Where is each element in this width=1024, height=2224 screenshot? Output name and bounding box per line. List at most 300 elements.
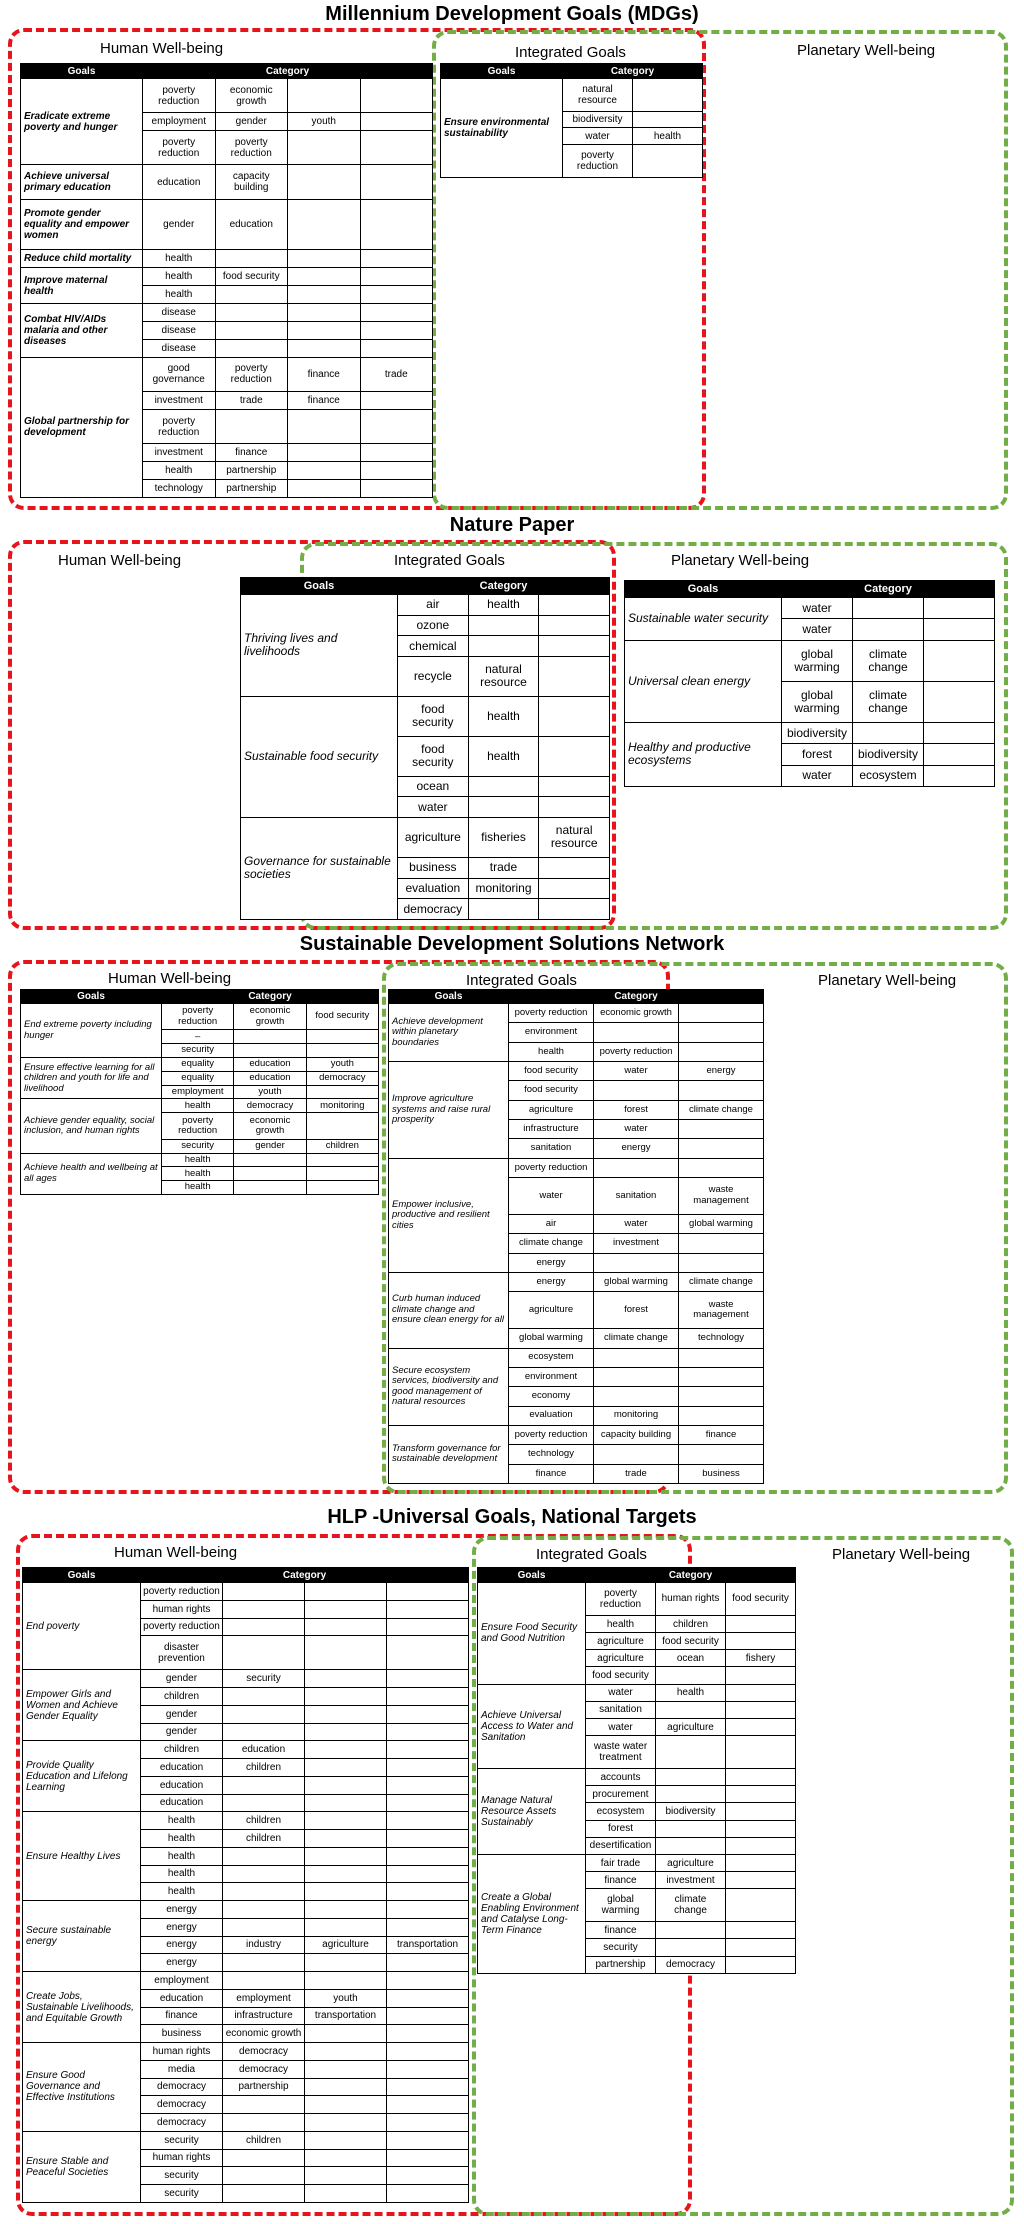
category-cell: economic growth xyxy=(594,1004,679,1023)
category-cell xyxy=(215,286,288,304)
category-cell xyxy=(387,1918,469,1936)
category-cell: agriculture xyxy=(398,817,469,857)
table-row xyxy=(389,1348,764,1367)
category-cell: human rights xyxy=(141,1600,223,1618)
category-cell xyxy=(924,640,995,681)
category-cell: food security xyxy=(726,1583,796,1616)
goals-header: Goals xyxy=(23,1568,141,1583)
table-row xyxy=(23,1583,469,1601)
category-cell: ecosystem xyxy=(509,1348,594,1367)
category-cell: finance xyxy=(586,1922,656,1939)
category-cell: environment xyxy=(509,1023,594,1042)
category-cell xyxy=(387,1600,469,1618)
category-cell: infrastructure xyxy=(223,2007,305,2025)
category-cell xyxy=(679,1004,764,1023)
category-cell: security xyxy=(141,2185,223,2203)
category-cell xyxy=(726,1872,796,1889)
category-cell: health xyxy=(162,1153,234,1167)
category-cell xyxy=(656,1786,726,1803)
category-cell xyxy=(288,339,361,357)
category-cell xyxy=(288,409,361,443)
category-cell: procurement xyxy=(586,1786,656,1803)
table-row xyxy=(23,2131,469,2149)
category-cell xyxy=(594,1367,679,1386)
category-cell: children xyxy=(223,2131,305,2149)
table-row xyxy=(21,1153,379,1167)
goal-cell: Transform governance for sustainable development xyxy=(389,1425,509,1483)
category-cell xyxy=(360,131,433,165)
category-cell: forest xyxy=(586,1820,656,1837)
category-cell: capacity building xyxy=(215,165,288,199)
category-cell: children xyxy=(306,1139,378,1153)
category-cell xyxy=(305,1901,387,1919)
category-cell: investment xyxy=(656,1872,726,1889)
category-cell xyxy=(539,857,610,878)
category-cell xyxy=(633,79,703,112)
category-cell xyxy=(305,2043,387,2061)
category-cell xyxy=(223,1972,305,1990)
category-cell xyxy=(387,2185,469,2203)
category-cell: biodiversity xyxy=(782,722,853,743)
category-cell: food security xyxy=(586,1667,656,1684)
category-cell xyxy=(306,1153,378,1167)
category-cell xyxy=(594,1158,679,1177)
category-cell xyxy=(360,392,433,410)
mdg-planetary-label: Planetary Well-being xyxy=(797,42,936,59)
goal-cell: Ensure effective learning for all children and youth for life and livelihood xyxy=(21,1058,162,1099)
category-cell: youth xyxy=(288,113,361,131)
category-cell: water xyxy=(398,797,469,818)
category-cell: investment xyxy=(143,392,216,410)
nature-integrated-table xyxy=(240,577,610,920)
category-cell: global warming xyxy=(679,1214,764,1233)
category-cell xyxy=(306,1085,378,1099)
category-cell xyxy=(305,1847,387,1865)
goal-cell: Curb human induced climate change and ensure clean energy for all xyxy=(389,1272,509,1348)
category-cell: waste management xyxy=(679,1292,764,1329)
category-cell xyxy=(387,2167,469,2185)
category-cell: ozone xyxy=(398,615,469,636)
category-header: Category xyxy=(162,990,379,1004)
category-cell xyxy=(924,722,995,743)
goals-header: Goals xyxy=(241,578,398,595)
table-row xyxy=(625,640,995,681)
category-cell: health xyxy=(143,286,216,304)
category-cell xyxy=(288,199,361,250)
goal-cell: Ensure Stable and Peaceful Societies xyxy=(23,2131,141,2202)
category-cell: health xyxy=(141,1830,223,1848)
goal-cell: Empower Girls and Women and Achieve Gender Equality xyxy=(23,1670,141,1741)
category-cell xyxy=(539,657,610,697)
category-cell: ocean xyxy=(656,1650,726,1667)
category-cell xyxy=(679,1234,764,1253)
category-cell: democracy xyxy=(141,2096,223,2114)
category-cell xyxy=(215,250,288,268)
category-cell: poverty reduction xyxy=(141,1583,223,1601)
category-cell: trade xyxy=(594,1464,679,1483)
category-cell xyxy=(594,1445,679,1464)
category-cell xyxy=(305,1954,387,1972)
category-cell xyxy=(539,776,610,797)
category-cell xyxy=(387,1583,469,1601)
sdsn-human-table xyxy=(20,989,379,1195)
category-cell: climate change xyxy=(853,640,924,681)
category-cell: health xyxy=(143,250,216,268)
category-cell: ocean xyxy=(398,776,469,797)
category-cell: energy xyxy=(509,1272,594,1291)
category-cell: recycle xyxy=(398,657,469,697)
category-cell: air xyxy=(398,595,469,616)
category-cell: investment xyxy=(143,444,216,462)
category-cell xyxy=(539,736,610,776)
category-cell xyxy=(223,1847,305,1865)
category-header: Category xyxy=(509,990,764,1004)
category-cell xyxy=(288,321,361,339)
category-cell: agriculture xyxy=(586,1633,656,1650)
table-row xyxy=(478,1769,796,1786)
category-cell xyxy=(305,2078,387,2096)
category-cell: poverty reduction xyxy=(509,1425,594,1444)
category-cell: employment xyxy=(141,1972,223,1990)
category-cell xyxy=(223,1636,305,1670)
category-cell: business xyxy=(398,857,469,878)
category-cell: youth xyxy=(306,1058,378,1072)
category-cell xyxy=(288,268,361,286)
category-cell xyxy=(539,899,610,920)
category-cell xyxy=(726,1615,796,1632)
category-cell xyxy=(305,1723,387,1741)
hlp-planetary-label: Planetary Well-being xyxy=(832,1546,971,1563)
table-row xyxy=(241,696,610,736)
goal-cell: Combat HIV/AIDs malaria and other diseases xyxy=(21,304,143,358)
category-cell xyxy=(656,1667,726,1684)
goals-header: Goals xyxy=(625,581,782,598)
category-cell xyxy=(288,444,361,462)
category-cell: partnership xyxy=(215,480,288,498)
category-cell xyxy=(656,1820,726,1837)
category-cell: education xyxy=(141,1759,223,1777)
category-cell: infrastructure xyxy=(509,1119,594,1138)
category-cell: democracy xyxy=(656,1956,726,1973)
mdg-integrated-label: Integrated Goals xyxy=(515,44,626,61)
category-cell xyxy=(726,1684,796,1701)
table-row xyxy=(389,1061,764,1080)
category-cell: food security xyxy=(215,268,288,286)
category-cell: biodiversity xyxy=(853,744,924,765)
category-cell xyxy=(288,462,361,480)
category-cell: equality xyxy=(162,1071,234,1085)
category-cell xyxy=(387,1989,469,2007)
category-cell: climate change xyxy=(679,1100,764,1119)
category-cell xyxy=(387,1847,469,1865)
category-cell xyxy=(360,268,433,286)
goal-cell: Create a Global Enabling Environment and Catalyse Long-Term Finance xyxy=(478,1854,586,1973)
category-cell xyxy=(234,1181,306,1195)
category-cell xyxy=(539,797,610,818)
category-cell xyxy=(387,1741,469,1759)
goal-cell: Achieve Universal Access to Water and Sanitation xyxy=(478,1684,586,1768)
category-cell xyxy=(223,1600,305,1618)
category-cell: children xyxy=(656,1615,726,1632)
category-cell xyxy=(305,2096,387,2114)
table-row xyxy=(389,1425,764,1444)
category-cell: fair trade xyxy=(586,1854,656,1871)
mdg-title: Millennium Development Goals (MDGs) xyxy=(325,3,699,25)
category-cell: trade xyxy=(360,357,433,391)
category-cell: poverty reduction xyxy=(215,357,288,391)
category-cell: human rights xyxy=(141,2149,223,2167)
category-cell xyxy=(223,2114,305,2132)
category-cell: ecosystem xyxy=(853,765,924,786)
category-cell: youth xyxy=(305,1989,387,2007)
category-cell: monitoring xyxy=(594,1406,679,1425)
category-cell xyxy=(924,681,995,722)
category-cell xyxy=(853,598,924,619)
category-cell: democracy xyxy=(141,2078,223,2096)
category-cell xyxy=(360,409,433,443)
category-cell: natural resource xyxy=(563,79,633,112)
goals-header: Goals xyxy=(21,990,162,1004)
category-cell xyxy=(360,79,433,113)
category-cell xyxy=(387,2007,469,2025)
category-cell: fishery xyxy=(726,1650,796,1667)
category-cell: environment xyxy=(509,1367,594,1386)
category-header: Category xyxy=(398,578,610,595)
category-cell xyxy=(924,598,995,619)
category-cell xyxy=(215,321,288,339)
table-row xyxy=(441,79,703,112)
goal-cell: Sustainable food security xyxy=(241,696,398,817)
category-cell: energy xyxy=(141,1936,223,1954)
category-cell: water xyxy=(594,1214,679,1233)
category-cell xyxy=(679,1348,764,1367)
category-cell xyxy=(360,165,433,199)
category-cell: poverty reduction xyxy=(509,1004,594,1023)
category-cell: economy xyxy=(509,1387,594,1406)
category-cell xyxy=(726,1820,796,1837)
category-cell xyxy=(305,2185,387,2203)
table-row xyxy=(389,1004,764,1023)
goal-cell: Secure sustainable energy xyxy=(23,1901,141,1972)
goals-header: Goals xyxy=(389,990,509,1004)
category-cell xyxy=(305,1918,387,1936)
category-cell xyxy=(387,2043,469,2061)
table-row xyxy=(478,1583,796,1616)
category-cell xyxy=(656,1736,726,1769)
category-cell xyxy=(539,595,610,616)
category-cell: investment xyxy=(594,1234,679,1253)
category-cell xyxy=(288,480,361,498)
table-row xyxy=(21,199,433,250)
goal-cell: Promote gender equality and empower women xyxy=(21,199,143,250)
category-cell: gender xyxy=(141,1670,223,1688)
category-cell: health xyxy=(633,128,703,145)
category-cell xyxy=(223,1705,305,1723)
category-cell xyxy=(305,2167,387,2185)
category-cell xyxy=(387,1794,469,1812)
category-cell xyxy=(656,1769,726,1786)
category-cell: water xyxy=(594,1061,679,1080)
category-cell xyxy=(223,2149,305,2167)
category-cell xyxy=(924,619,995,640)
nature-title: Nature Paper xyxy=(449,514,575,536)
category-cell xyxy=(387,1723,469,1741)
category-cell xyxy=(387,1883,469,1901)
table-row xyxy=(21,268,433,286)
category-cell xyxy=(223,2167,305,2185)
category-cell xyxy=(360,250,433,268)
category-cell: water xyxy=(594,1119,679,1138)
category-cell xyxy=(594,1081,679,1100)
category-cell xyxy=(223,1954,305,1972)
category-cell xyxy=(215,304,288,322)
category-cell xyxy=(656,1939,726,1956)
category-cell: natural resource xyxy=(539,817,610,857)
category-cell: education xyxy=(234,1058,306,1072)
category-cell: partnership xyxy=(215,462,288,480)
category-cell: energy xyxy=(679,1061,764,1080)
category-cell: poverty reduction xyxy=(143,131,216,165)
category-cell: water xyxy=(563,128,633,145)
table-row xyxy=(625,598,995,619)
category-cell: finance xyxy=(288,392,361,410)
category-cell: monitoring xyxy=(306,1099,378,1113)
category-cell xyxy=(387,2131,469,2149)
sdsn-integrated-label: Integrated Goals xyxy=(466,972,577,989)
category-cell: energy xyxy=(594,1139,679,1158)
sdsn-planetary-label: Planetary Well-being xyxy=(818,972,957,989)
category-cell: gender xyxy=(215,113,288,131)
category-cell: food security xyxy=(509,1081,594,1100)
category-cell: democracy xyxy=(306,1071,378,1085)
category-cell: employment xyxy=(223,1989,305,2007)
category-cell xyxy=(726,1803,796,1820)
category-cell: security xyxy=(223,1670,305,1688)
category-cell xyxy=(387,1972,469,1990)
category-cell: employment xyxy=(162,1085,234,1099)
table-row xyxy=(625,722,995,743)
category-cell xyxy=(539,696,610,736)
category-cell: technology xyxy=(679,1329,764,1348)
category-cell xyxy=(387,1776,469,1794)
category-cell: human rights xyxy=(141,2043,223,2061)
category-cell xyxy=(679,1081,764,1100)
category-cell: health xyxy=(162,1099,234,1113)
goal-cell: Ensure Food Security and Good Nutrition xyxy=(478,1583,586,1685)
table-row xyxy=(241,595,610,616)
category-cell: poverty reduction xyxy=(162,1113,234,1139)
goals-header: Goals xyxy=(21,64,143,79)
category-cell xyxy=(853,722,924,743)
category-cell: water xyxy=(509,1177,594,1214)
category-cell xyxy=(924,765,995,786)
category-cell xyxy=(387,1705,469,1723)
category-cell xyxy=(306,1167,378,1181)
category-cell xyxy=(215,409,288,443)
category-cell xyxy=(468,797,539,818)
category-cell xyxy=(305,1759,387,1777)
category-cell xyxy=(360,321,433,339)
category-cell xyxy=(726,1701,796,1718)
category-cell: trade xyxy=(468,857,539,878)
table-row xyxy=(478,1684,796,1701)
category-cell xyxy=(594,1253,679,1272)
category-cell: agriculture xyxy=(509,1100,594,1119)
category-cell xyxy=(726,1736,796,1769)
category-cell xyxy=(305,2060,387,2078)
category-cell: partnership xyxy=(586,1956,656,1973)
category-cell: natural resource xyxy=(468,657,539,697)
category-cell: media xyxy=(141,2060,223,2078)
category-cell: human rights xyxy=(656,1583,726,1616)
category-cell: sanitation xyxy=(509,1139,594,1158)
category-header: Category xyxy=(143,64,433,79)
category-cell xyxy=(679,1253,764,1272)
table-row xyxy=(23,1670,469,1688)
category-cell: disease xyxy=(143,339,216,357)
goal-cell: Empower inclusive, productive and resilient cities xyxy=(389,1158,509,1272)
category-cell: energy xyxy=(141,1954,223,1972)
category-cell: education xyxy=(141,1776,223,1794)
category-cell xyxy=(924,744,995,765)
category-cell: poverty reduction xyxy=(143,79,216,113)
category-cell: health xyxy=(509,1042,594,1061)
category-cell xyxy=(679,1119,764,1138)
category-cell xyxy=(656,1837,726,1854)
goal-cell: Create Jobs, Sustainable Livelihoods, and Equitable Growth xyxy=(23,1972,141,2043)
goal-cell: Achieve health and wellbeing at all ages xyxy=(21,1153,162,1194)
category-cell: poverty reduction xyxy=(586,1583,656,1616)
hlp-human-table xyxy=(22,1567,469,2203)
category-cell: health xyxy=(143,462,216,480)
category-cell: capacity building xyxy=(594,1425,679,1444)
category-cell xyxy=(360,339,433,357)
goals-header: Goals xyxy=(441,64,563,79)
category-cell xyxy=(288,286,361,304)
category-cell: global warming xyxy=(509,1329,594,1348)
category-cell xyxy=(305,1670,387,1688)
category-cell: finance xyxy=(288,357,361,391)
category-cell xyxy=(387,2025,469,2043)
goal-cell: Global partnership for development xyxy=(21,357,143,497)
category-header: Category xyxy=(782,581,995,598)
category-cell: poverty reduction xyxy=(509,1158,594,1177)
category-cell: youth xyxy=(234,1085,306,1099)
category-cell: health xyxy=(143,268,216,286)
category-cell: business xyxy=(141,2025,223,2043)
goal-cell: Eradicate extreme poverty and hunger xyxy=(21,79,143,165)
category-cell xyxy=(360,304,433,322)
category-cell xyxy=(223,1883,305,1901)
category-cell xyxy=(679,1158,764,1177)
table-row xyxy=(21,79,433,113)
table-row xyxy=(23,1901,469,1919)
category-cell xyxy=(726,1939,796,1956)
goal-cell: Ensure Healthy Lives xyxy=(23,1812,141,1901)
goal-cell: Provide Quality Education and Lifelong Learning xyxy=(23,1741,141,1812)
category-cell xyxy=(288,165,361,199)
category-cell xyxy=(387,2149,469,2167)
category-cell: waste water treatment xyxy=(586,1736,656,1769)
category-cell xyxy=(305,1741,387,1759)
category-cell xyxy=(288,250,361,268)
category-cell xyxy=(387,1688,469,1706)
category-cell: children xyxy=(223,1812,305,1830)
table-row xyxy=(23,1812,469,1830)
category-cell: economic growth xyxy=(234,1113,306,1139)
category-cell xyxy=(387,1618,469,1636)
category-cell: food security xyxy=(656,1633,726,1650)
